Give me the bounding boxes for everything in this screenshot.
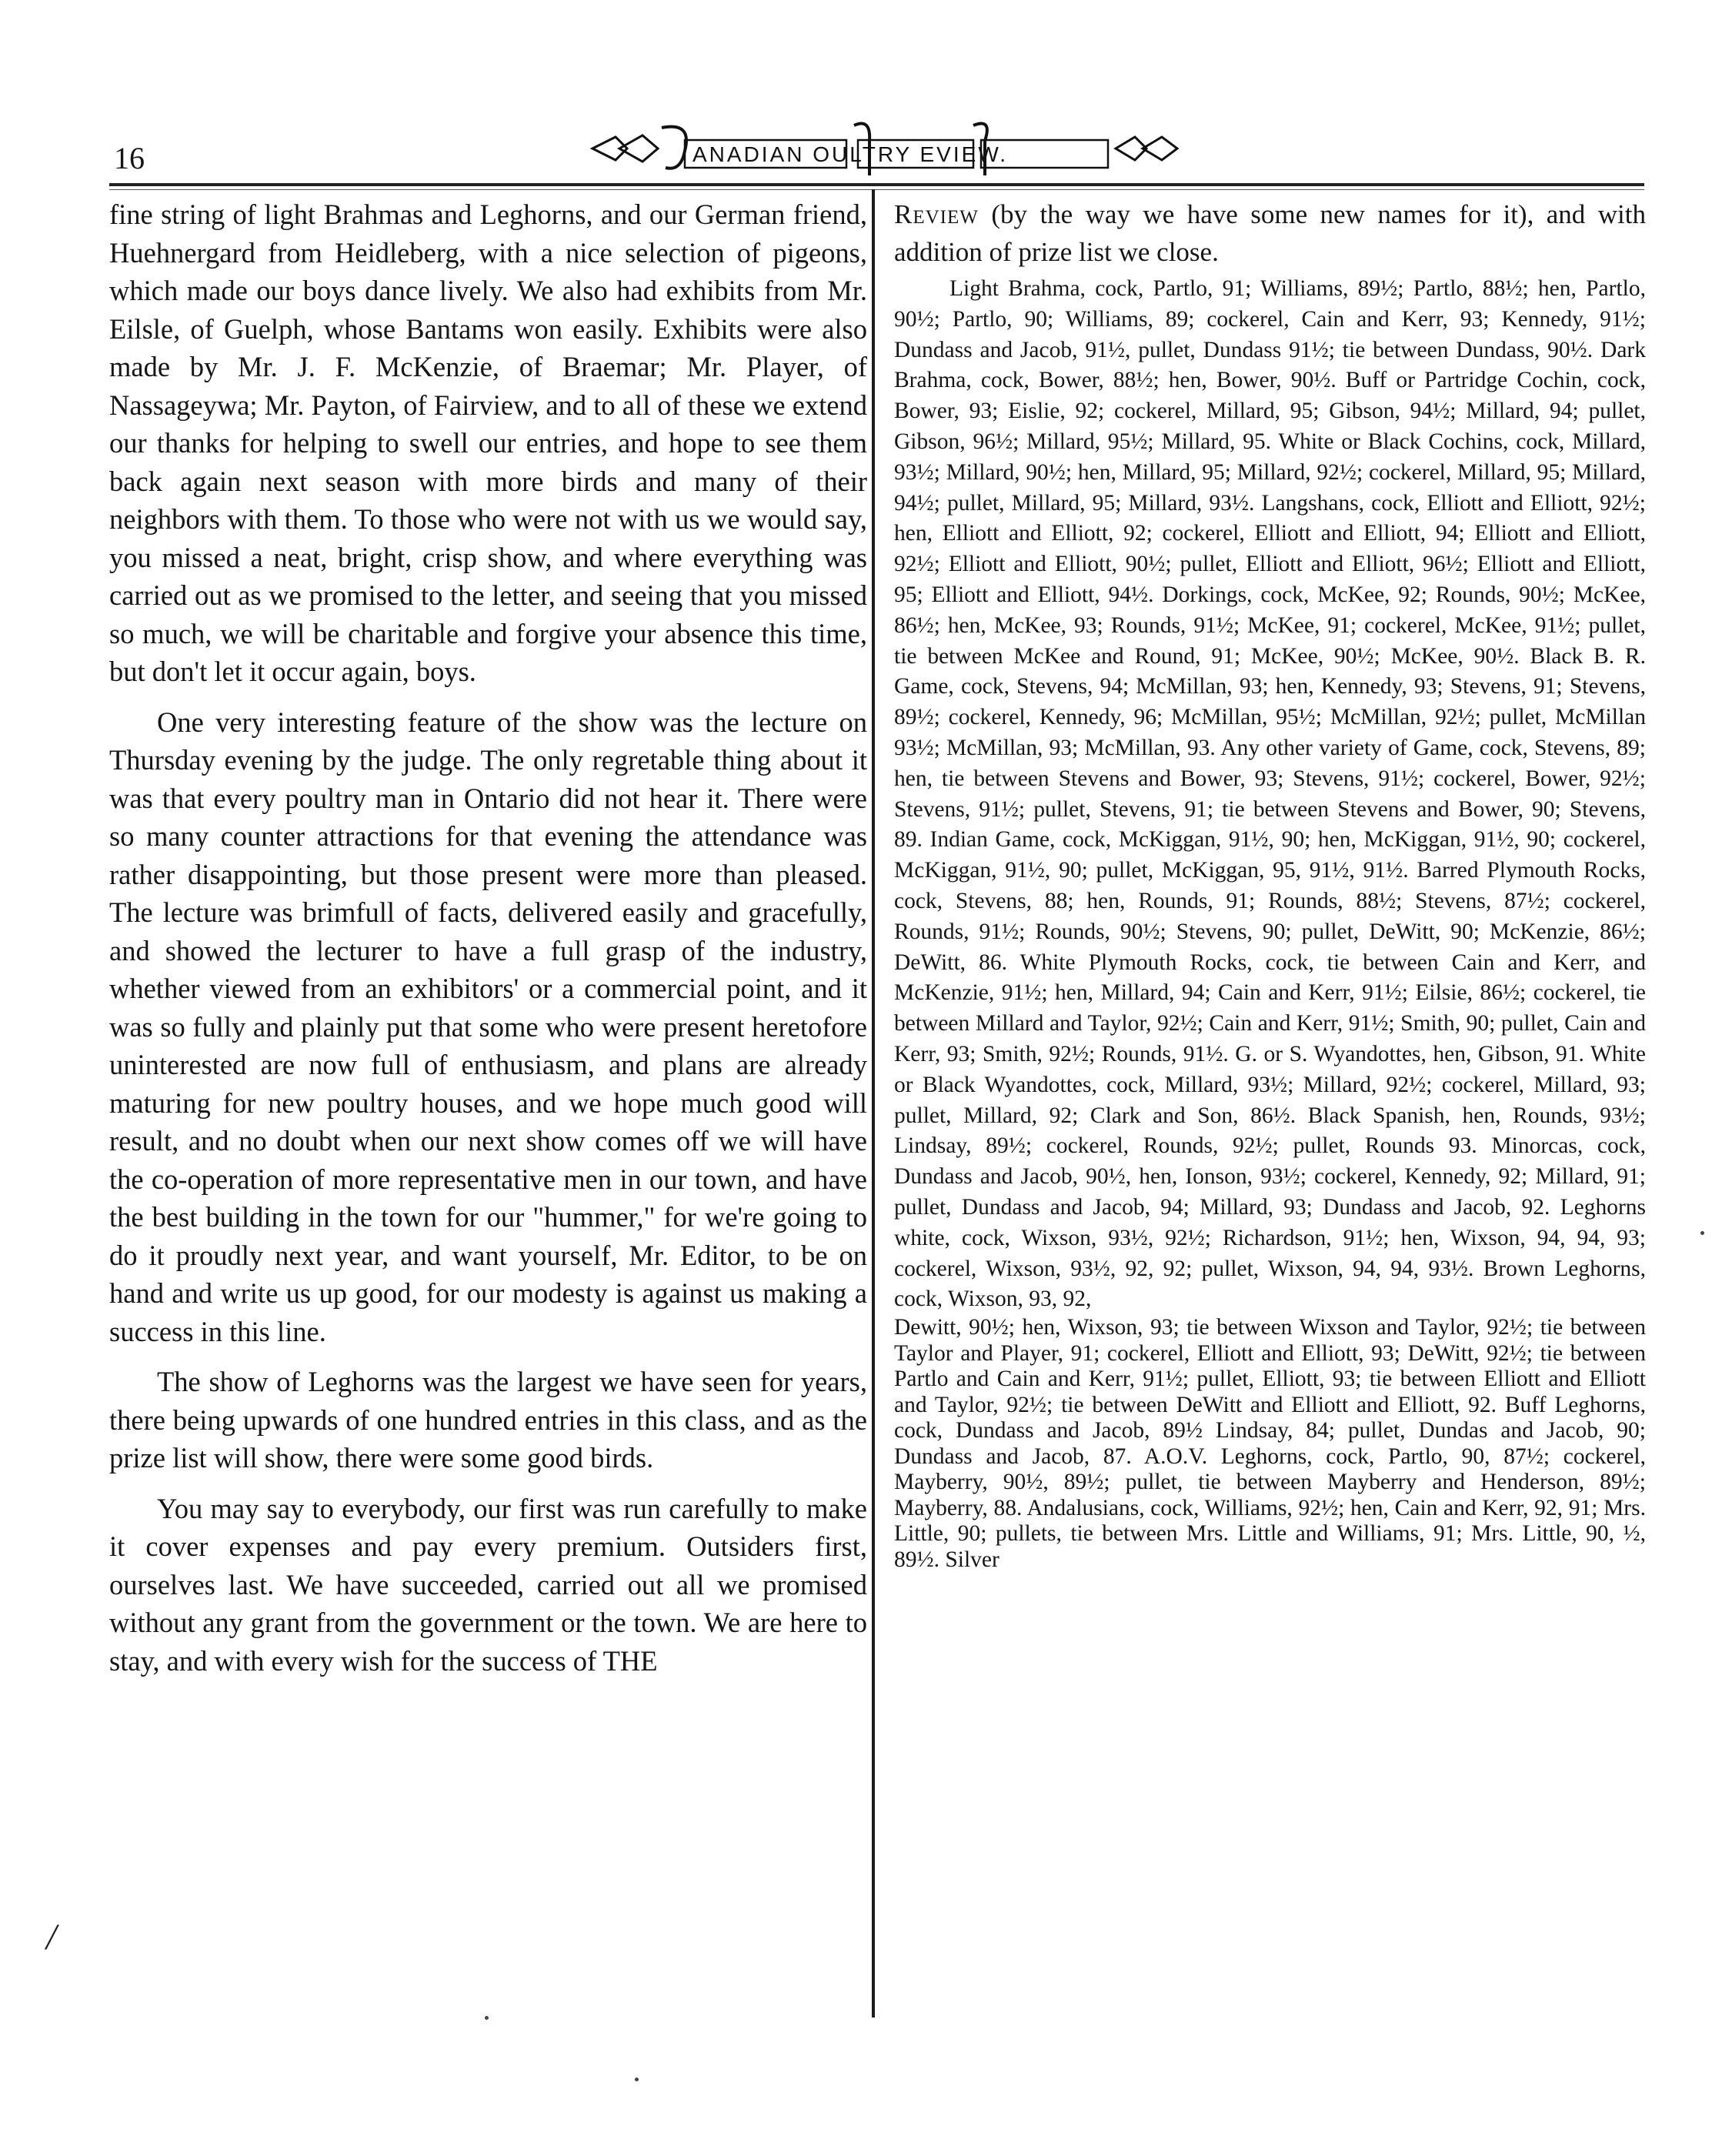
prize-list: Light Brahma, cock, Partlo, 91; Williams, 89½; Partlo, 88½; hen, Partlo, 90½; Partlo, 90; Williams, 89; cockerel, Cain and Kerr, 93; Kennedy, 91½; Dundass and Jacob, 91½, pullet, Dundass 91½; tie between Dundass, 90½. Dark Brahma, cock, Bower, 88½; hen, Bower, 90½. Buff or Partridge Cochin, cock, Bower, 93; Eislie, 92; cockerel, Millard, 95; Gibson, 94½; Millard, 94; pullet, Gibson, 96½; Millard, 95½; Millard, 95. White or Black Cochins, cock, Millard, 93½; Millard, 90½; hen, Millard, 95; Millard, 92½; cockerel, Millard, 95; Millard, 94½; pullet, Millard, 95; Millard, 93½. Langshans, cock, Elliott and Elliott, 92½; hen, Elliott and Elliott, 92; cockerel, Elliott and Elliott, 94; Elliott and Elliott, 92½; Elliott and Elliott, 90½; pullet, Elliott and Elliott, 96½; Elliott and Elliott, 95; Elliott and Elliott, 94½. Dorkings, cock, McKee, 92; Rounds, 90½; McKee, 86½; hen, McKee, 93; Rounds, 91½; McKee, 91; cockerel, McKee, 91½; pullet, tie between McKee and Round, 91; McKee, 90½; McKee, 90½. Black B. R. Game, cock, Stevens, 94; McMillan, 93; hen, Kennedy, 93; Stevens, 91; Stevens, 89½; cockerel, Kennedy, 96; McMillan, 95½; McMillan, 92½; pullet, McMillan 93½; McMillan, 93; McMillan, 93. Any other variety of Game, cock, Stevens, 89; hen, tie between Stevens and Bower, 93; Stevens, 91½; cockerel, Bower, 92½; Stevens, 91½; pullet, Stevens, 91; tie between Stevens and Bower, 90; Stevens, 89. Indian Game, cock, McKiggan, 91½, 90; hen, McKiggan, 91½, 90; cockerel, McKiggan, 91½, 90; pullet, McKiggan, 95, 91½, 91½. Barred Plymouth Rocks, cock, Stevens, 88; hen, Rounds, 91; Rounds, 88½; Stevens, 87½; cockerel, Rounds, 91½; Rounds, 90½; Stevens, 90; pullet, DeWitt, 90; McKenzie, 86½; DeWitt, 86. White Plymouth Rocks, cock, tie between Cain and Kerr, and McKenzie, 91½; hen, Millard, 94; Cain and Kerr, 91½; Eilsie, 86½; cockerel, tie between Millard and Taylor, 92½; Cain and Kerr, 91½; Smith, 90; pullet, Cain and Kerr, 93; Smith, 92½; Rounds, 91½. G. or S. Wyandottes, hen, Gibson, 91. White or Black Wyandottes, cock, Millard, 93½; Millard, 92½; cockerel, Millard, 93; pullet, Millard, 92; Clark and Son, 86½. Black Spanish, hen, Rounds, 93½; Lindsay, 89½; cockerel, Rounds, 92½; pullet, Rounds 93. Minorcas, cock, Dundass and Jacob, 90½, hen, Ionson, 93½; cockerel, Kennedy, 92; Millard, 91; pullet, Dundass and Jacob, 94; Millard, 93; Dundass and Jacob, 92. Leghorns white, cock, Wixson, 93½, 92½; Richardson, 91½; hen, Wixson, 94, 94, 93; cockerel, Wixson, 93½, 92, 92; pullet, Wixson, 94, 94, 93½. Brown Leghorns, cock, Wixson, 93, 92, [894, 276, 1646, 1312]
speck [635, 2078, 639, 2081]
paragraph [894, 195, 1646, 271]
speck [485, 2016, 489, 2020]
page-number: 16 [114, 141, 145, 175]
paragraph: You may say to everybody, our first was run carefully to make it cover expenses and pay every premium. Outsiders first, ourselves last. We have succeeded, carried out all we promised without any grant from the government or the town. We are here to stay, and with every wish for the success of THE [109, 1492, 867, 1677]
masthead-text: ANADIAN OULTRY EVIEW. [692, 142, 1008, 166]
paragraph: fine string of light Brahmas and Leghorns, and our German friend, Huehnergard from Heidleberg, with a nice selection of pigeons, which made our boys dance lively. We also had exhibits from Mr. Eilsle, of Guelph, whose Bantams won easily. Exhibits were also made by Mr. J. F. McKenzie, of Braemar; Mr. Player, of Nassageywa; Mr. Payton, of Fairview, and to all of these we extend our thanks for helping to swell our entries, and hope to see them back again next season with more birds and many of their neighbors with them. To those who were not with us we would say, you missed a neat, bright, crisp show, and where everything was carried out as we promised to the letter, and seeing that you missed so much, we will be charitable and forgive your absence this time, but don't let it occur again, boys. [109, 199, 867, 687]
prize-list-continued: Dewitt, 90½; hen, Wixson, 93; tie between Wixson and Taylor, 92½; tie between Taylor and Player, 91; cockerel, Elliott and Elliott, 93; DeWitt, 92½; tie between Partlo and Cain and Kerr, 91½; pullet, Elliott, 93; tie between Elliott and Elliott and Taylor, 92½; tie between DeWitt and Elliott and Elliott, 92. Buff Leghorns, cock, Dundass and Jacob, 89½ Lindsay, 84; pullet, Dundas and Jacob, 90; Dundass and Jacob, 87. A.O.V. Leghorns, cock, Partlo, 90, 87½; cockerel, Mayberry, 90½, 89½; pullet, tie between Mayberry and Henderson, 89½; Mayberry, 88. Andalusians, cock, Williams, 92½; hen, Cain and Kerr, 92, 91; Mrs. Little, 90; pullets, tie between Mrs. Little and Williams, 91; Mrs. Little, 90, ½, 89½. Silver [894, 1315, 1646, 1572]
review-word: Review [894, 199, 979, 229]
masthead [585, 114, 1185, 183]
header-rule-thin [109, 189, 1644, 190]
masthead-ornament [585, 114, 1185, 183]
column-divider [872, 189, 875, 2017]
left-column [109, 195, 867, 1692]
speck [1700, 1231, 1704, 1235]
lead-text: (by the way we have some new names for it), and with addition of prize list we close. [894, 199, 1646, 267]
paragraph: One very interesting feature of the show was the lecture on Thursday evening by the judge. The only regretable thing about it was that every poultry man in Ontario did not hear it. There were so many counter attractions for that evening the attendance was rather disappointing, but those present were more than pleased. The lecture was brimfull of facts, delivered easily and gracefully, and showed the lecturer to have a full grasp of the industry, whether viewed from an exhibitors' or a commercial point, and it was so fully and plainly put that some who were present heretofore uninterested are now full of enthusiasm, and plans are already maturing for new poultry houses, and we hope much good will result, and no doubt when our next show comes off we will have the co-operation of more representative men in our town, and have the best building in the town for our "hummer," for we're going to do it proudly next year, and want yourself, Mr. Editor, to be on hand and write us up good, for our modesty is against us making a success in this line. [109, 706, 867, 1347]
right-column [894, 195, 1646, 1573]
paragraph: The show of Leghorns was the largest we have seen for years, there being upwards of one hundred entries in this class, and as the prize list will show, there were some good birds. [109, 1366, 867, 1473]
header-rule [109, 183, 1644, 186]
margin-mark: / [46, 1917, 57, 1957]
